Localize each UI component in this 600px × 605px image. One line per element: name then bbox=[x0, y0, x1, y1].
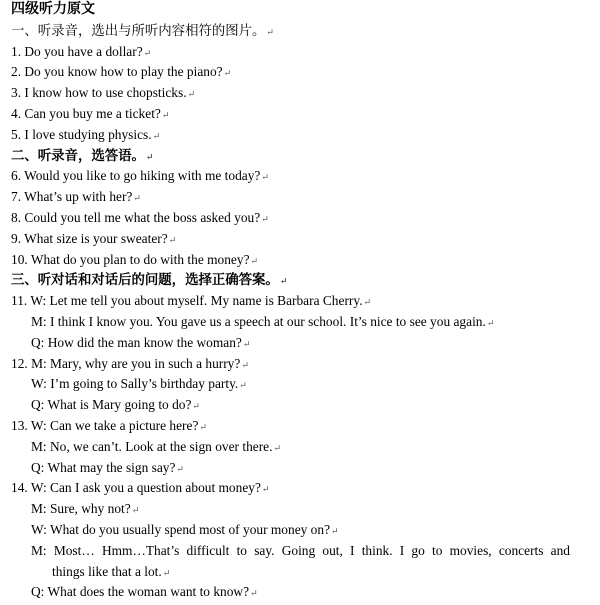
dialogue-line bbox=[11, 582, 592, 603]
dialogue-line bbox=[11, 354, 592, 375]
item-text: 5. I love studying physics. bbox=[11, 126, 152, 142]
dialogue-line bbox=[11, 333, 592, 354]
dialogue-text: 12. M: Mary, why are you in such a hurry? bbox=[11, 355, 241, 371]
dialogue-text: M: I think I know you. You gave us a speech at our school. It’s nice to see you again. bbox=[31, 313, 486, 329]
dialogue-line bbox=[11, 437, 592, 458]
return-mark-icon: ↵ bbox=[168, 234, 177, 245]
return-mark-icon: ↵ bbox=[223, 68, 232, 79]
return-mark-icon: ↵ bbox=[486, 317, 495, 328]
item-text: 9. What size is your sweater? bbox=[11, 230, 168, 246]
dialogue-line bbox=[11, 541, 592, 562]
section-2-text: 二、听录音，选答语。 bbox=[11, 147, 145, 163]
return-mark-icon: ↵ bbox=[261, 213, 269, 224]
dialogue-text: 14. W: Can I ask you a question about money? bbox=[11, 480, 261, 496]
item-text: 8. Could you tell me what the boss asked you? bbox=[11, 209, 261, 225]
section-3-heading bbox=[11, 270, 592, 291]
list-item bbox=[11, 125, 592, 146]
dialogue-text: Q: How did the man know the woman? bbox=[31, 334, 242, 350]
return-mark-icon: ↵ bbox=[145, 151, 154, 162]
list-item bbox=[11, 187, 592, 208]
return-mark-icon: ↵ bbox=[143, 47, 152, 58]
item-text: 3. I know how to use chopsticks. bbox=[11, 85, 187, 101]
return-mark-icon: ↵ bbox=[266, 26, 274, 37]
item-text: 2. Do you know how to play the piano? bbox=[11, 64, 223, 80]
dialogue-text: 11. W: Let me tell you about myself. My name is Barbara Cherry. bbox=[11, 293, 363, 309]
title-text: 四级听力原文 bbox=[11, 2, 95, 17]
dialogue-text: W: I’m going to Sally’s birthday party. bbox=[31, 376, 239, 392]
item-text: 1. Do you have a dollar? bbox=[11, 43, 143, 59]
list-item bbox=[11, 166, 592, 187]
return-mark-icon: ↵ bbox=[250, 255, 259, 266]
dialogue-line bbox=[11, 374, 592, 395]
return-mark-icon: ↵ bbox=[261, 172, 269, 183]
dialogue-text: Q: What does the woman want to know? bbox=[31, 584, 250, 600]
return-mark-icon: ↵ bbox=[241, 359, 249, 370]
dialogue-text: M: No, we can’t. Look at the sign over there. bbox=[31, 438, 273, 454]
return-mark-icon: ↵ bbox=[261, 484, 270, 495]
dialogue-line bbox=[11, 499, 592, 520]
section-2-heading bbox=[11, 146, 592, 167]
return-mark-icon: ↵ bbox=[131, 505, 140, 516]
list-item bbox=[11, 229, 592, 250]
list-item bbox=[11, 250, 592, 271]
dialogue-text: Q: What is Mary going to do? bbox=[31, 397, 192, 413]
return-mark-icon: ↵ bbox=[133, 193, 141, 204]
dialogue-line bbox=[11, 395, 592, 416]
dialogue-line bbox=[11, 458, 592, 479]
item-text: 7. What’s up with her? bbox=[11, 189, 133, 205]
dialogue-line bbox=[11, 478, 592, 499]
dialogue-line bbox=[11, 291, 592, 312]
section-3-text: 三、听对话和对话后的问题，选择正确答案。 bbox=[11, 272, 279, 288]
return-mark-icon: ↵ bbox=[242, 338, 251, 349]
return-mark-icon: ↵ bbox=[273, 442, 282, 453]
return-mark-icon: ↵ bbox=[363, 297, 372, 308]
return-mark-icon: ↵ bbox=[199, 421, 207, 432]
dialogue-line-continuation bbox=[11, 562, 592, 583]
dialogue-text: M: Sure, why not? bbox=[31, 501, 131, 517]
list-item bbox=[11, 42, 592, 63]
return-mark-icon: ↵ bbox=[176, 463, 184, 474]
return-mark-icon: ↵ bbox=[187, 89, 196, 100]
dialogue-text: M: Most… Hmm…That’s difficult to say. Going out, I think. I go to movies, concerts and bbox=[31, 542, 570, 558]
dialogue-line bbox=[11, 312, 592, 333]
list-item bbox=[11, 83, 592, 104]
return-mark-icon: ↵ bbox=[331, 525, 339, 536]
return-mark-icon: ↵ bbox=[192, 401, 200, 412]
section-1-text: 一、听录音，选出与所听内容相符的图片。 bbox=[11, 22, 266, 38]
list-item bbox=[11, 208, 592, 229]
item-text: 4. Can you buy me a ticket? bbox=[11, 105, 161, 121]
return-mark-icon: ↵ bbox=[152, 130, 161, 141]
return-mark-icon: ↵ bbox=[162, 567, 171, 578]
return-mark-icon: ↵ bbox=[250, 588, 258, 599]
list-item bbox=[11, 104, 592, 125]
return-mark-icon: ↵ bbox=[161, 109, 170, 120]
dialogue-line bbox=[11, 520, 592, 541]
dialogue-text: 13. W: Can we take a picture here? bbox=[11, 417, 199, 433]
dialogue-line bbox=[11, 416, 592, 437]
dialogue-text: things like that a lot. bbox=[52, 563, 162, 579]
return-mark-icon: ↵ bbox=[239, 380, 247, 391]
list-item bbox=[11, 62, 592, 83]
dialogue-text: W: What do you usually spend most of your money on? bbox=[31, 521, 331, 537]
return-mark-icon: ↵ bbox=[279, 276, 288, 287]
dialogue-text: Q: What may the sign say? bbox=[31, 459, 176, 475]
section-1-heading bbox=[11, 21, 592, 42]
item-text: 10. What do you plan to do with the money? bbox=[11, 251, 250, 267]
document-title bbox=[11, 0, 592, 21]
item-text: 6. Would you like to go hiking with me today? bbox=[11, 168, 261, 184]
